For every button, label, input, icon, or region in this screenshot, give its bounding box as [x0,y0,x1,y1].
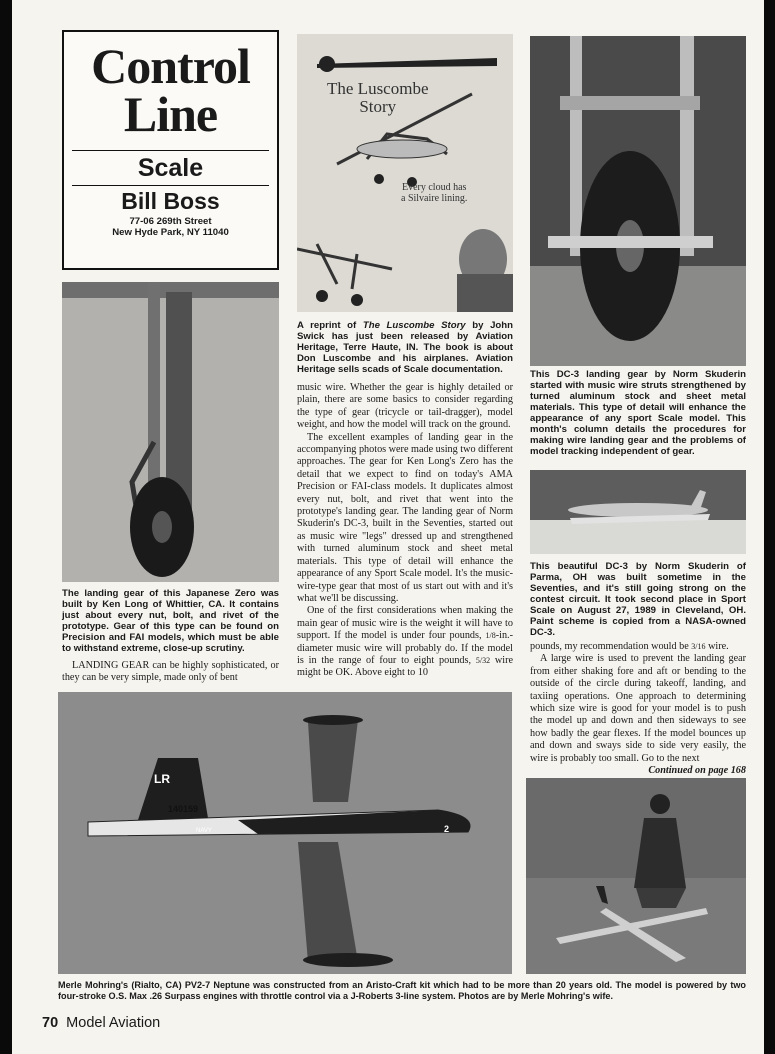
neptune-model-photo [58,692,512,974]
man-with-model-photo [526,778,746,974]
neptune-navy-marking: NAVY [196,828,212,834]
magazine-page [12,0,764,1054]
dc3-parma-caption: This beautiful DC-3 by Norm Skuderin of Parma, OH was built sometime in the Seventies, and it's still going strong on the contest circuit. It took second place in Sport Scale on August 27, 1989 in Cleveland, OH. Paint scheme is copied from a NASA-owned DC-3. [530,561,746,638]
article-column-2 [297,382,513,680]
section-name: Scale [137,154,204,182]
title-control: Control [91,38,250,94]
book-title: The Luscombe Story [362,320,466,331]
fraction: 3/16 [691,642,706,651]
article-paragraph: The excellent examples of landing gear in the accompanying photos were made using two different approaches. The gear for Ken Long's Zero has the detail that we expect to find on today's AMA Precision or FAI-class models. It duplicates almost every nut, bolt, and rivet that went into the prototype's landing gear. The landing gear of Norm Skuderin's DC-3, built in the Seventies, started out as music wire "legs" dressed up and strengthened with turned aluminum stock and sheet metal materials. This type of detail will enhance the appearance of any Sport Scale model. It's the music-wire-type gear that most of us start out with and it's what we'll be discussing. [297,431,513,604]
zero-landing-gear-photo [62,282,279,582]
neptune-serial-number: 140159 [168,804,199,814]
zero-gear-caption: The landing gear of this Japanese Zero was built by Ken Long of Whittier, CA. It contains just about every nut, bolt, and rivet of the prototype. Gear of this type can be found on Precision and FAI models, which must be able to withstand extreme, close-up scrutiny. [62,588,279,654]
article-paragraph: pounds, my recommendation would be 3/16 wire. [530,641,729,652]
book-tagline-line2: a Silvaire lining. [401,193,468,204]
luscombe-book-cover-photo [297,34,513,312]
luscombe-caption: A reprint of The Luscombe Story by John Swick has just been released by Aviation Heritage, Terre Haute, IN. The book is about Don Luscombe and his airplanes. Aviation Heritage sells scads of Scale documentation. [297,320,513,375]
continued-note: Continued on page 168 [648,765,746,777]
publication-name: Model Aviation [66,1015,161,1031]
book-title-line2: Story [359,97,397,116]
fraction: 1/8 [485,631,496,641]
article-column-3 [530,641,746,777]
neptune-tail-code: LR [154,772,170,786]
book-cover-art [297,34,513,312]
book-title-line1: The Luscombe [327,79,429,98]
column-title-box [62,30,279,270]
fraction: 5/32 [475,655,491,665]
neptune-nose-number: 2 [444,824,450,834]
neptune-caption: Merle Mohring's (Rialto, CA) PV2-7 Neptune was constructed from an Aristo-Craft kit which had to be more than 20 years old. The model is powered by two four-stroke O.S. Max .26 Surpass engines with throttle control via a J-Roberts 3-line system. Photos are by Merle Mohring's wife. [58,980,746,1001]
dc3-gear-caption: This DC-3 landing gear by Norm Skuderin started with music wire struts strengthened by turned aluminum stock and sheet metal materials. This type of detail will enhance the appearance of any sport Scale model. This month's column details the procedures for making wire landing gear and the problems of model tracking independent of gear. [530,369,746,457]
article-paragraph: music wire. Whether the gear is highly detailed or plain, there are some basics to consider regarding the type of gear (tricycle or tail-dragger), model weight, and how the model will track on the ground. [297,382,513,431]
dc3-landing-gear-photo [530,36,746,366]
title-line: Line [123,86,218,142]
page-number: 70 [42,1015,59,1031]
author-name: Bill Boss [121,188,220,214]
article-paragraph: One of the first considerations when making the main gear of music wire is the weight it will have to support. If the model is under four pounds, 1/8-in.-diameter music wire will probably do. If the model is in the range of four to eight pounds, 5/32 wire might be OK. Above eight to 10 [297,605,513,679]
author-address-city: New Hyde Park, NY 11040 [112,227,229,238]
article-paragraph: A large wire is used to prevent the landing gear from either shaking fore and aft or bending to the outside of the circle during takeoff, landing, and taxiing operations. One approach to determining which size wire is good for your model is to push the model up and down and then sideways to see how badly the gear flexes. If the model bounces up and down and sways side to side very easily, the wire is probably too small. Go to the next [530,653,746,764]
article-column-1 [62,660,279,685]
author-address-street: 77-06 269th Street [129,216,212,227]
dc3-parma-photo [530,470,746,554]
book-tagline-line1: Every cloud has [401,182,467,193]
page-footer [42,1015,160,1031]
article-paragraph: LANDING GEAR can be highly sophisticated, or they can be very simple, made only of bent [62,660,279,684]
